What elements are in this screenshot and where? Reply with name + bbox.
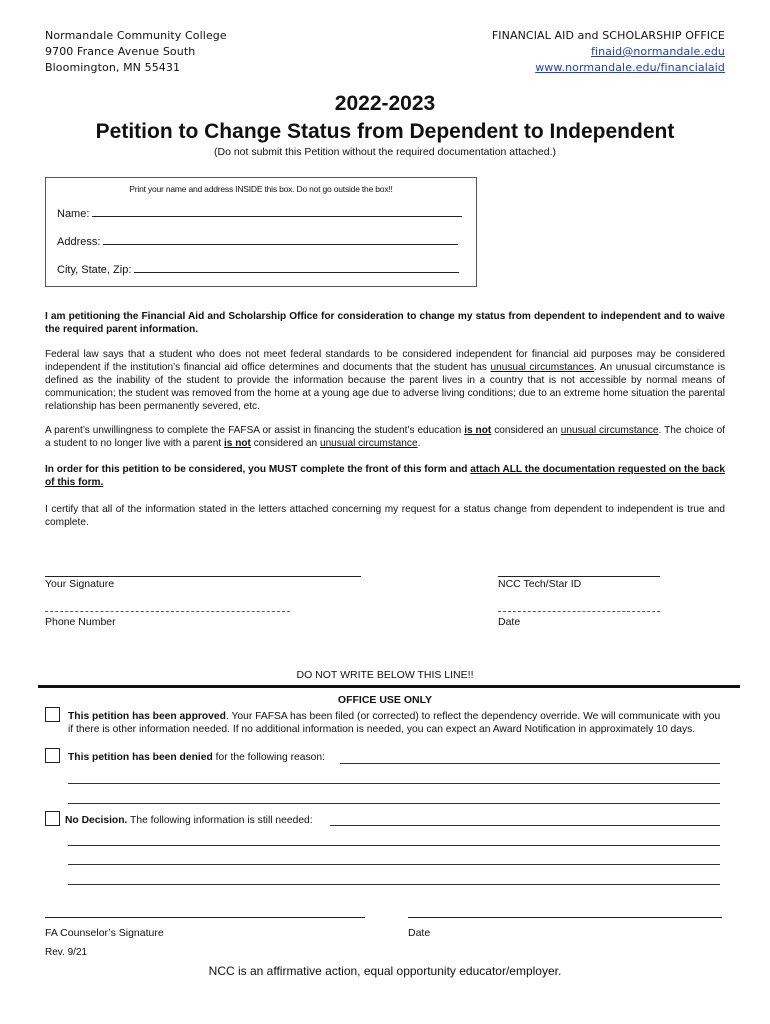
tech-id-label: NCC Tech/Star ID — [498, 578, 582, 590]
do-not-write-notice: DO NOT WRITE BELOW THIS LINE!! — [296, 669, 474, 681]
denied-checkbox[interactable] — [45, 748, 60, 763]
federal-law-paragraph: Federal law says that a student who does not meet federal standards to be considered independent for financial aid purposes may be considered independent if the institution’s financial aid office determines and documents that the student has unusual circumstances. An unusual circumstance is defined as the inability of the student to provide the information because the parent lives in a country that is not accessible by normal means of communication; the student was removed from the home at a young age due to adverse living conditions; due to an extreme home situation the parental relationship has been permanently severed, etc. — [45, 349, 725, 412]
denied-text: This petition has been denied for the following reason: — [68, 752, 325, 763]
website-link[interactable]: www.normandale.edu/financialaid — [535, 61, 725, 74]
form-title: Petition to Change Status from Dependent to Independent — [95, 120, 675, 143]
approved-text: This petition has been approved. Your FAFSA has been filed (or corrected) to reflect the dependency override. We will communicate with you if there is other information needed. If no additional information is needed, you can expect an Award Notification in approximately 10 days. — [68, 711, 721, 735]
address-line-2: Bloomington, MN 55431 — [45, 61, 181, 74]
city-state-zip-field[interactable] — [57, 262, 469, 276]
phone-line[interactable] — [45, 611, 290, 612]
info-needed-line-3[interactable] — [68, 864, 720, 865]
counselor-date-label: Date — [408, 927, 431, 939]
eeo-statement: NCC is an affirmative action, equal opportunity educator/employer. — [208, 964, 562, 978]
name-address-box — [45, 177, 477, 287]
college-address — [45, 28, 227, 76]
address-field[interactable] — [57, 234, 469, 248]
no-decision-checkbox[interactable] — [45, 811, 60, 826]
signature-line[interactable] — [45, 576, 361, 577]
denied-reason-line-3[interactable] — [68, 803, 720, 804]
info-needed-line-2[interactable] — [68, 845, 720, 846]
office-name: FINANCIAL AID and SCHOLARSHIP OFFICE — [491, 29, 725, 42]
petition-statement: I am petitioning the Financial Aid and Scholarship Office for consideration to change my status from dependent to independent and to waive the required parent information. — [45, 311, 725, 335]
name-label: Name: — [57, 208, 90, 220]
denied-reason-line[interactable] — [340, 763, 720, 764]
info-needed-line-4[interactable] — [68, 884, 720, 885]
box-instruction: Print your name and address INSIDE this box. Do not go outside the box!! — [129, 184, 393, 194]
office-contact — [492, 28, 725, 76]
counselor-signature-line[interactable] — [45, 917, 365, 918]
address-line-1: 9700 France Avenue South — [45, 45, 196, 58]
email-link[interactable]: finaid@normandale.edu — [590, 45, 725, 58]
tech-id-line[interactable] — [498, 576, 660, 577]
office-use-heading: OFFICE USE ONLY — [337, 694, 433, 706]
must-complete-paragraph: In order for this petition to be considered, you MUST complete the front of this form and attach ALL the documentation requested on the back of this form. — [45, 464, 725, 488]
date-label: Date — [498, 616, 521, 628]
denied-reason-line-2[interactable] — [68, 783, 720, 784]
phone-label: Phone Number — [45, 616, 116, 628]
address-label: Address: — [57, 236, 101, 248]
college-name: Normandale Community College — [45, 29, 227, 42]
info-needed-line[interactable] — [330, 825, 720, 826]
revision-note: Rev. 9/21 — [45, 947, 88, 958]
divider-rule — [38, 685, 740, 688]
parent-paragraph: A parent’s unwillingness to complete the FAFSA or assist in financing the student’s education is not considered an unusual circumstance. The choice of a student to no longer live with a parent is not considered an unusual circumstance. — [45, 425, 726, 449]
counselor-signature-label: FA Counselor’s Signature — [45, 927, 164, 939]
date-line[interactable] — [498, 611, 660, 612]
no-decision-text: No Decision. The following information is still needed: — [65, 815, 313, 826]
counselor-date-line[interactable] — [408, 917, 722, 918]
certify-paragraph: I certify that all of the information stated in the letters attached concerning my request for a status change from dependent to independent is true and complete. — [45, 504, 725, 528]
form-subtitle: (Do not submit this Petition without the required documentation attached.) — [213, 146, 557, 158]
name-field[interactable] — [57, 206, 469, 220]
your-signature-label: Your Signature — [45, 578, 115, 590]
approved-checkbox[interactable] — [45, 707, 60, 722]
form-year: 2022-2023 — [334, 92, 436, 115]
city-label: City, State, Zip: — [57, 264, 132, 276]
